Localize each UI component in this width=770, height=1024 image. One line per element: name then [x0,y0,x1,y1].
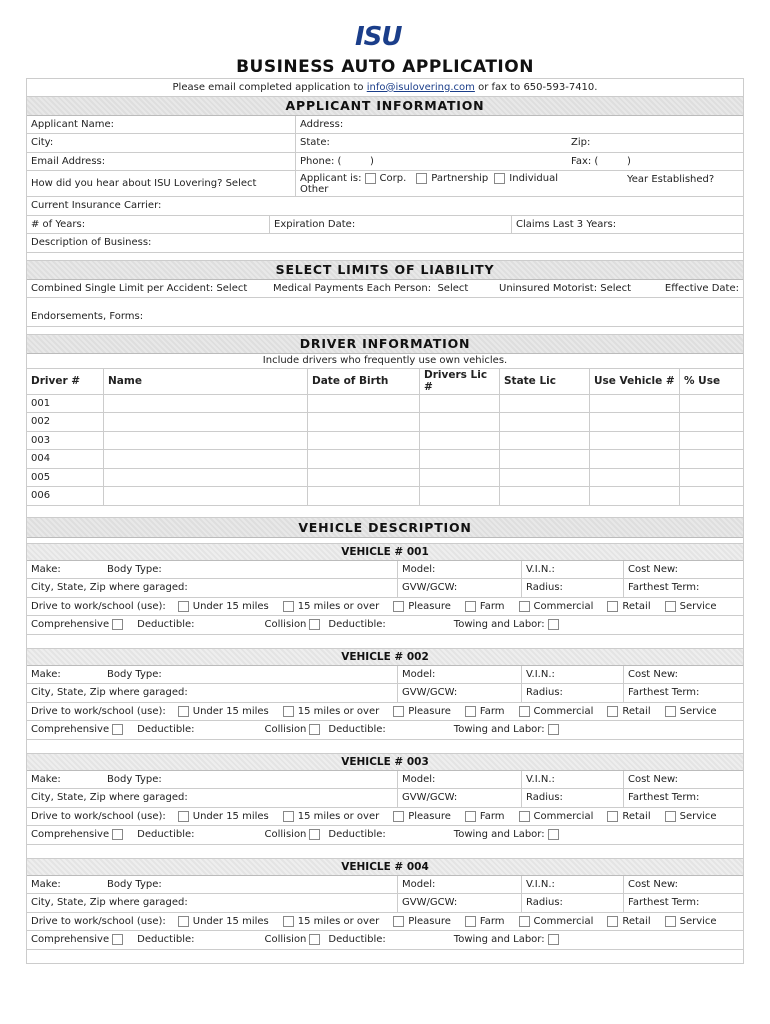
driver-number: 002 [31,416,51,428]
body-type-field[interactable]: Body Type: [107,878,162,890]
vehicle-title: VEHICLE # 003 [27,754,743,771]
service-checkbox[interactable] [665,706,676,717]
drive-use-group: Drive to work/school (use): Under 15 miles 15 miles or over Pleasure Farm Commercial Retail Service [31,600,717,612]
drive-use-group: Drive to work/school (use): Under 15 miles 15 miles or over Pleasure Farm Commercial Retail Service [31,705,717,717]
over-15-checkbox[interactable] [283,601,294,612]
driver-dob-field[interactable] [307,432,419,450]
driver-vehicle-field[interactable] [589,450,679,468]
radius-field[interactable]: Radius: [521,894,623,912]
driver-state-field[interactable] [499,413,589,431]
model-field[interactable]: Model: [397,561,521,579]
collision-checkbox[interactable] [309,934,320,945]
driver-pct-field[interactable] [679,413,743,431]
isu-logo [355,22,413,52]
cost-new-field[interactable]: Cost New: [623,771,743,789]
col-pct-use: % Use [679,369,743,394]
driver-name-field[interactable] [103,487,307,505]
retail-checkbox[interactable] [607,916,618,927]
description-row [27,234,743,253]
col-name: Name [103,369,307,394]
endorsements-field[interactable]: Endorsements, Forms: [31,311,144,323]
farm-checkbox[interactable] [465,811,476,822]
comprehensive-checkbox[interactable] [112,934,123,945]
make-field[interactable]: Make: [31,878,61,890]
driver-dob-field[interactable] [307,413,419,431]
applicant-section-header: APPLICANT INFORMATION [27,97,743,116]
gvw-field[interactable]: GVW/GCW: [397,894,521,912]
farthest-field[interactable]: Farthest Term: [623,894,743,912]
description-field[interactable]: Description of Business: [31,237,152,249]
city-row [27,134,743,153]
driver-lic-field[interactable] [419,413,499,431]
state-field[interactable]: State: [295,134,567,152]
driver-number: 006 [31,490,51,502]
driver-row [27,413,743,432]
coverage-group: Comprehensive Deductible: Collision Deductible: Towing and Labor: [27,721,743,739]
years-row [27,216,743,235]
driver-row [27,487,743,506]
pleasure-checkbox[interactable] [393,601,404,612]
vehicle-block [27,544,743,649]
uninsured-select[interactable]: Uninsured Motorist: Select [499,282,632,294]
make-field[interactable]: Make: [31,668,61,680]
driver-vehicle-field[interactable] [589,487,679,505]
make-field[interactable]: Make: [31,773,61,785]
driver-name-field[interactable] [103,432,307,450]
col-dob: Date of Birth [307,369,419,394]
drivers-note-row [27,354,743,369]
collision-checkbox[interactable] [309,619,320,630]
farm-checkbox[interactable] [465,706,476,717]
driver-pct-field[interactable] [679,450,743,468]
collision-checkbox[interactable] [309,724,320,735]
vin-field[interactable]: V.I.N.: [521,771,623,789]
driver-state-field[interactable] [499,450,589,468]
corp-checkbox[interactable] [365,173,376,184]
driver-name-field[interactable] [103,395,307,413]
col-use-vehicle: Use Vehicle # [589,369,679,394]
expiration-field[interactable]: Expiration Date: [269,216,511,234]
phone-field[interactable]: Phone: ( ) [295,153,567,171]
over-15-checkbox[interactable] [283,916,294,927]
radius-field[interactable]: Radius: [521,789,623,807]
vehicle-title: VEHICLE # 001 [27,544,743,561]
radius-field[interactable]: Radius: [521,579,623,597]
drive-use-group: Drive to work/school (use): Under 15 miles 15 miles or over Pleasure Farm Commercial Retail Service [31,810,717,822]
driver-number: 001 [31,397,51,409]
retail-checkbox[interactable] [607,811,618,822]
coverage-group: Comprehensive Deductible: Collision Deductible: Towing and Labor: [27,826,743,844]
address-field[interactable]: Address: [295,116,743,134]
towing-checkbox[interactable] [548,619,559,630]
collision-checkbox[interactable] [309,829,320,840]
driver-state-field[interactable] [499,395,589,413]
effective-date-field[interactable]: Effective Date: [664,282,739,294]
garaged-field[interactable]: City, State, Zip where garaged: [31,897,188,909]
gvw-field[interactable]: GVW/GCW: [397,684,521,702]
applicant-type-row [27,171,743,197]
drive-use-group: Drive to work/school (use): Under 15 miles 15 miles or over Pleasure Farm Commercial Retail Service [31,915,717,927]
driver-row [27,450,743,469]
radius-field[interactable]: Radius: [521,684,623,702]
driver-pct-field[interactable] [679,395,743,413]
driver-name-field[interactable] [103,413,307,431]
make-field[interactable]: Make: [31,563,61,575]
driver-dob-field[interactable] [307,450,419,468]
comprehensive-checkbox[interactable] [112,619,123,630]
driver-lic-field[interactable] [419,432,499,450]
vin-field[interactable]: V.I.N.: [521,876,623,894]
cost-new-field[interactable]: Cost New: [623,876,743,894]
drivers-header-row [27,369,743,395]
applicant-name-field[interactable]: Applicant Name: [31,118,115,130]
model-field[interactable]: Model: [397,666,521,684]
driver-lic-field[interactable] [419,487,499,505]
driver-number: 003 [31,434,51,446]
carrier-row [27,197,743,216]
city-field[interactable]: City: [31,137,54,149]
carrier-field[interactable]: Current Insurance Carrier: [31,200,162,212]
col-state-lic: State Lic [499,369,589,394]
email-field[interactable]: Email Address: [31,155,106,167]
vehicle-title: VEHICLE # 002 [27,649,743,666]
vehicles-section-header: VEHICLE DESCRIPTION [27,518,743,538]
driver-number: 005 [31,471,51,483]
logo-text: ISU [355,22,402,52]
instructions-pre: Please email completed application to [172,81,367,93]
driver-vehicle-field[interactable] [589,413,679,431]
csl-select[interactable]: Combined Single Limit per Accident: Select [31,282,248,294]
fax-field[interactable]: Fax: ( ) [571,155,631,167]
service-checkbox[interactable] [665,601,676,612]
driver-lic-field[interactable] [419,450,499,468]
instructions-post: or fax to 650-593-7410. [474,81,598,93]
driver-vehicle-field[interactable] [589,432,679,450]
body-type-field[interactable]: Body Type: [107,668,162,680]
vin-field[interactable]: V.I.N.: [521,666,623,684]
vehicle-block [27,649,743,754]
cost-new-field[interactable]: Cost New: [623,666,743,684]
towing-checkbox[interactable] [548,724,559,735]
over-15-checkbox[interactable] [283,706,294,717]
driver-state-field[interactable] [499,487,589,505]
under-15-checkbox[interactable] [178,916,189,927]
body-type-field[interactable]: Body Type: [107,563,162,575]
driver-dob-field[interactable] [307,469,419,487]
farm-checkbox[interactable] [465,916,476,927]
page-title: BUSINESS AUTO APPLICATION [236,57,534,77]
gvw-field[interactable]: GVW/GCW: [397,789,521,807]
driver-lic-field[interactable] [419,469,499,487]
driver-name-field[interactable] [103,469,307,487]
claims-field[interactable]: Claims Last 3 Years: [511,216,743,234]
driver-row [27,469,743,488]
comprehensive-checkbox[interactable] [112,724,123,735]
farthest-field[interactable]: Farthest Term: [623,789,743,807]
commercial-checkbox[interactable] [519,601,530,612]
garaged-field[interactable]: City, State, Zip where garaged: [31,687,188,699]
vin-field[interactable]: V.I.N.: [521,561,623,579]
driver-vehicle-field[interactable] [589,395,679,413]
gvw-field[interactable]: GVW/GCW: [397,579,521,597]
driver-pct-field[interactable] [679,432,743,450]
model-field[interactable]: Model: [397,876,521,894]
pleasure-checkbox[interactable] [393,811,404,822]
pleasure-checkbox[interactable] [393,916,404,927]
pleasure-checkbox[interactable] [393,706,404,717]
applicant-name-row [27,116,743,135]
coverage-group: Comprehensive Deductible: Collision Deductible: Towing and Labor: [27,616,743,634]
towing-checkbox[interactable] [548,934,559,945]
driver-dob-field[interactable] [307,395,419,413]
over-15-checkbox[interactable] [283,811,294,822]
zip-field[interactable]: Zip: [571,137,591,149]
commercial-checkbox[interactable] [519,916,530,927]
instructions-row [27,78,743,97]
coverage-group: Comprehensive Deductible: Collision Deductible: Towing and Labor: [27,931,743,949]
driver-row [27,395,743,414]
driver-row [27,432,743,451]
retail-checkbox[interactable] [607,706,618,717]
partnership-checkbox[interactable] [416,173,427,184]
under-15-checkbox[interactable] [178,706,189,717]
driver-lic-field[interactable] [419,395,499,413]
other-label: Other [300,183,329,195]
driver-name-field[interactable] [103,450,307,468]
garaged-field[interactable]: City, State, Zip where garaged: [31,792,188,804]
endorsements-row [27,308,743,327]
cost-new-field[interactable]: Cost New: [623,561,743,579]
medical-select[interactable]: Medical Payments Each Person: Select [273,282,469,294]
vehicle-block [27,754,743,859]
drivers-section-header: DRIVER INFORMATION [27,335,743,354]
driver-number: 004 [31,453,51,465]
commercial-checkbox[interactable] [519,811,530,822]
applicant-is-group: Applicant is: Corp. Partnership Individual Other [295,171,623,196]
driver-state-field[interactable] [499,432,589,450]
col-driver-num: Driver # [31,375,81,387]
under-15-checkbox[interactable] [178,601,189,612]
year-established-field[interactable]: Year Established? [627,174,715,185]
application-form [26,78,744,964]
body-type-field[interactable]: Body Type: [107,773,162,785]
driver-pct-field[interactable] [679,469,743,487]
service-checkbox[interactable] [665,916,676,927]
driver-state-field[interactable] [499,469,589,487]
driver-pct-field[interactable] [679,487,743,505]
email-link[interactable]: info@isulovering.com [366,81,475,93]
garaged-field[interactable]: City, State, Zip where garaged: [31,582,188,594]
driver-vehicle-field[interactable] [589,469,679,487]
limits-row [27,280,743,299]
hear-about-select[interactable]: How did you hear about ISU Lovering? Select [31,178,257,189]
comprehensive-checkbox[interactable] [112,829,123,840]
towing-checkbox[interactable] [548,829,559,840]
years-field[interactable]: # of Years: [31,218,86,230]
under-15-checkbox[interactable] [178,811,189,822]
farthest-field[interactable]: Farthest Term: [623,684,743,702]
driver-dob-field[interactable] [307,487,419,505]
commercial-checkbox[interactable] [519,706,530,717]
farm-checkbox[interactable] [465,601,476,612]
drivers-note: Include drivers who frequently use own vehicles. [262,355,508,366]
limits-section-header: SELECT LIMITS OF LIABILITY [27,261,743,280]
retail-checkbox[interactable] [607,601,618,612]
vehicle-block [27,859,743,964]
individual-checkbox[interactable] [494,173,505,184]
service-checkbox[interactable] [665,811,676,822]
farthest-field[interactable]: Farthest Term: [623,579,743,597]
email-row [27,153,743,172]
col-drivers-lic: Drivers Lic # [419,369,499,394]
vehicle-title: VEHICLE # 004 [27,859,743,876]
model-field[interactable]: Model: [397,771,521,789]
